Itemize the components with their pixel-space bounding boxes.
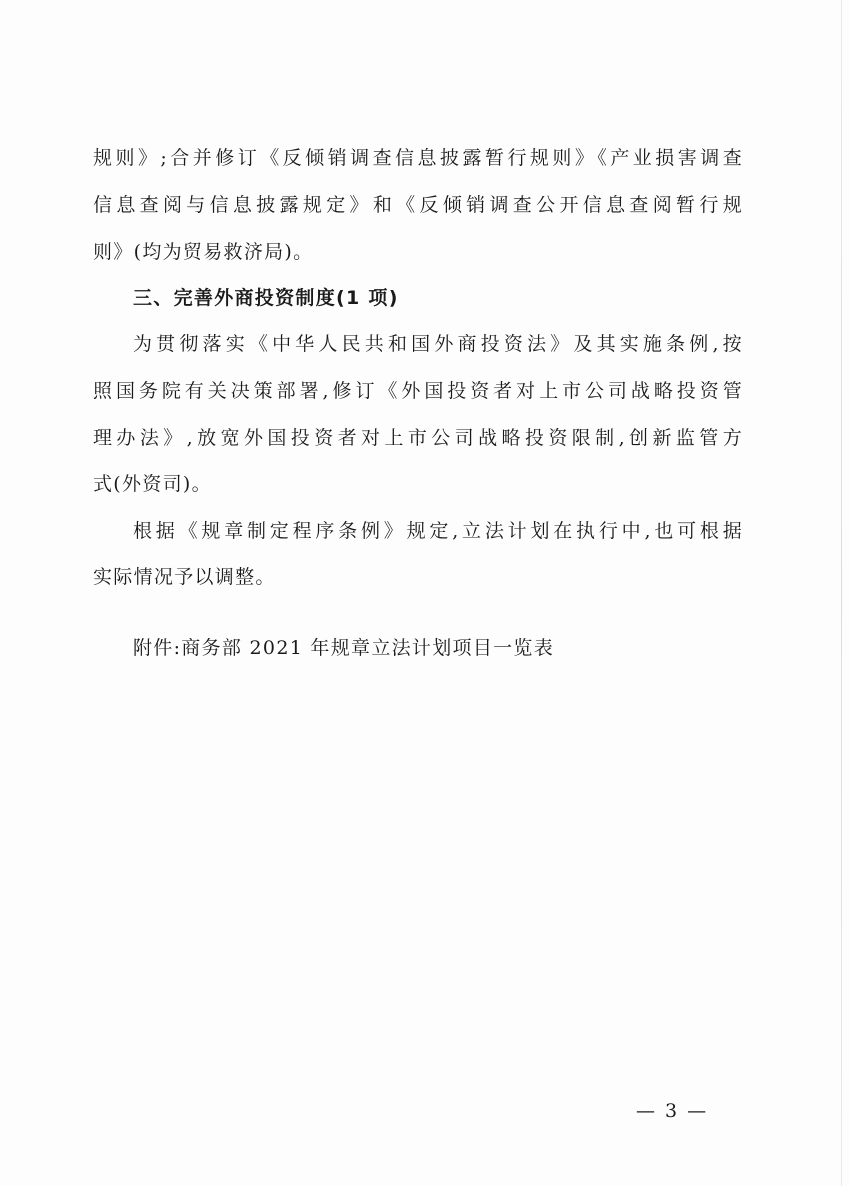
- paragraph-line: 规则》;合并修订《反倾销调查信息披露暂行规则》《产业损害调查: [93, 147, 743, 169]
- page-number: — 3 —: [636, 1100, 709, 1122]
- paragraph-line: 为贯彻落实《中华人民共和国外商投资法》及其实施条例,按: [133, 333, 743, 355]
- attachment-note: 附件:商务部 2021 年规章立法计划项目一览表: [133, 637, 555, 659]
- paragraph-line: 式(外资司)。: [93, 473, 212, 495]
- paragraph-line: 实际情况予以调整。: [93, 566, 276, 588]
- section-heading: 三、完善外商投资制度(1 项): [133, 287, 399, 309]
- paragraph-line: 根据《规章制定程序条例》规定,立法计划在执行中,也可根据: [133, 520, 743, 542]
- paragraph-line: 则》(均为贸易救济局)。: [93, 241, 314, 263]
- paragraph-line: 照国务院有关决策部署,修订《外国投资者对上市公司战略投资管: [93, 380, 743, 402]
- page-edge-line: [841, 0, 842, 1186]
- paragraph-line: 信息查阅与信息披露规定》和《反倾销调查公开信息查阅暂行规: [93, 194, 743, 216]
- paragraph-line: 理办法》,放宽外国投资者对上市公司战略投资限制,创新监管方: [93, 427, 743, 449]
